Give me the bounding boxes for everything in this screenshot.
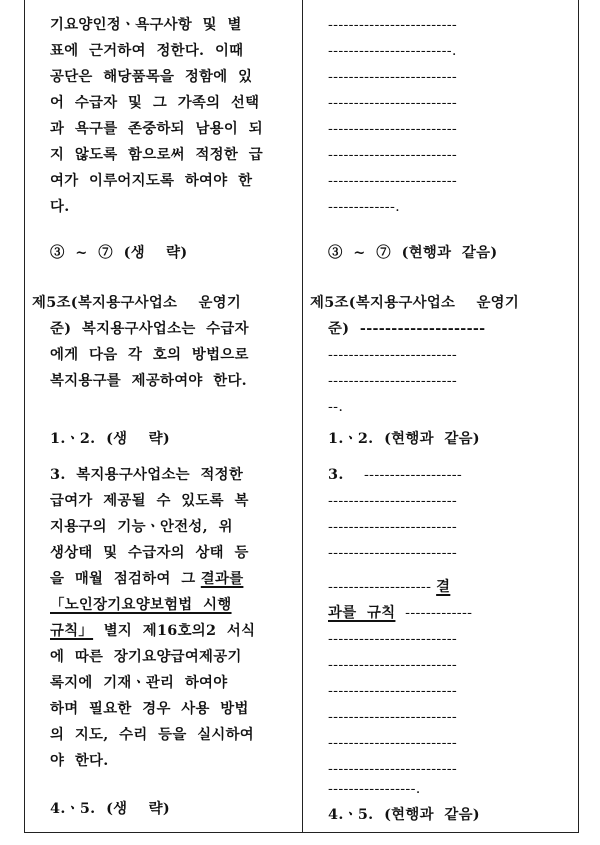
art5-body-line: 복지용구를 제공하여야 한다. xyxy=(50,372,247,389)
dash-line: ------------------- xyxy=(364,467,463,483)
art5-title-right: 제5조(복지용구사업소 운영기 xyxy=(310,294,520,311)
dash-line-with-text xyxy=(328,604,472,622)
dash-text: ------------- xyxy=(395,605,473,621)
art4-line: 과 욕구를 존중하되 남용이 되 xyxy=(50,120,263,137)
item-4-5-left: 4.ㆍ5. (생 략) xyxy=(50,800,170,817)
dash-line: ------------------------- xyxy=(328,121,458,137)
dash-line: ------------------------- xyxy=(328,373,458,389)
item-3-line: 하며 필요한 경우 사용 방법 xyxy=(50,700,249,717)
dash-line: -------------. xyxy=(328,199,400,215)
dash-line: ------------------------- xyxy=(328,761,458,777)
item-3-line: 급여가 제공될 수 있도록 복 xyxy=(50,492,249,509)
item-1-2-left: 1.ㆍ2. (생 략) xyxy=(50,430,170,447)
art4-line: 여가 이루어지도록 하여야 한 xyxy=(50,172,253,189)
art4-line: 표에 근거하여 정한다. 이때 xyxy=(50,42,244,59)
item-3-text: 을 매월 점검하여 그 xyxy=(50,570,201,587)
dash-line: ------------------------- xyxy=(328,683,458,699)
underlined-text: 결과를 xyxy=(200,570,244,587)
art5-body-line: 에게 다음 각 호의 방법으로 xyxy=(50,346,249,363)
dash-line: ------------------------- xyxy=(328,95,458,111)
art5-first-line-right: 준) -------------------- xyxy=(328,320,486,337)
dash-line: -----------------. xyxy=(328,781,421,797)
item-3-line: 에 따른 장기요양급여제공기 xyxy=(50,648,242,665)
dash-line: ------------------------- xyxy=(328,631,458,647)
dash-line-with-text xyxy=(328,578,450,596)
item-4-5-right: 4.ㆍ5. (현행과 같음) xyxy=(328,806,480,823)
art4-line: 다. xyxy=(50,198,70,215)
art4-line: 공단은 해당품목을 정함에 있 xyxy=(50,68,253,85)
item-3-line-underlined: 「노인장기요양보험법 시행 xyxy=(50,596,232,613)
underlined-text: 과를 규칙 xyxy=(328,604,396,621)
dash-line: ------------------------- xyxy=(328,735,458,751)
dash-text: -------------------- xyxy=(328,579,437,595)
art4-line: 어 수급자 및 그 가족의 선택 xyxy=(50,94,260,111)
dash-line: ------------------------- xyxy=(328,545,458,561)
item-3-7-right: ③ ~ ⑦ (현행과 같음) xyxy=(328,244,498,261)
dash-line: ------------------------- xyxy=(328,17,458,33)
underlined-text: 결 xyxy=(436,578,451,595)
dash-line: ------------------------- xyxy=(328,173,458,189)
dash-line: ------------------------. xyxy=(328,43,457,59)
item-3-line: 지용구의 기능ㆍ안전성, 위 xyxy=(50,518,233,535)
dash-line: ------------------------- xyxy=(328,493,458,509)
dash-line: ------------------------- xyxy=(328,147,458,163)
item-3-7-left: ③ ~ ⑦ (생 략) xyxy=(50,244,188,261)
column-divider xyxy=(302,0,303,832)
underlined-text: 규칙」 xyxy=(50,622,94,639)
item-3-line: 록지에 기재ㆍ관리 하여야 xyxy=(50,674,228,691)
art5-body-line: 준) 복지용구사업소는 수급자 xyxy=(50,320,249,337)
item-3-line: 생상태 및 수급자의 상태 등 xyxy=(50,544,249,561)
item-3-text: 별지 제16호의2 서식 xyxy=(93,622,256,639)
art5-title-left: 제5조(복지용구사업소 운영기 xyxy=(32,294,242,311)
art4-line: 기요양인정ㆍ욕구사항 및 별 xyxy=(50,16,242,33)
dash-line: ------------------------- xyxy=(328,709,458,725)
dash-line: ------------------------- xyxy=(328,69,458,85)
dash-line: --. xyxy=(328,399,344,415)
art4-line: 지 않도록 함으로써 적정한 급 xyxy=(50,146,263,163)
item-3-line xyxy=(50,622,255,640)
dash-line: ------------------------- xyxy=(328,347,458,363)
item-3-line xyxy=(50,570,243,588)
dash-line: ------------------------- xyxy=(328,519,458,535)
dash-line: ------------------------- xyxy=(328,657,458,673)
item-3-line: 야 한다. xyxy=(50,752,109,769)
item-3-line: 의 지도, 수리 등을 실시하여 xyxy=(50,726,255,743)
item-3-line: 3. 복지용구사업소는 적정한 xyxy=(50,466,244,483)
item-1-2-right: 1.ㆍ2. (현행과 같음) xyxy=(328,430,480,447)
item-3-label-right: 3. xyxy=(328,466,344,483)
